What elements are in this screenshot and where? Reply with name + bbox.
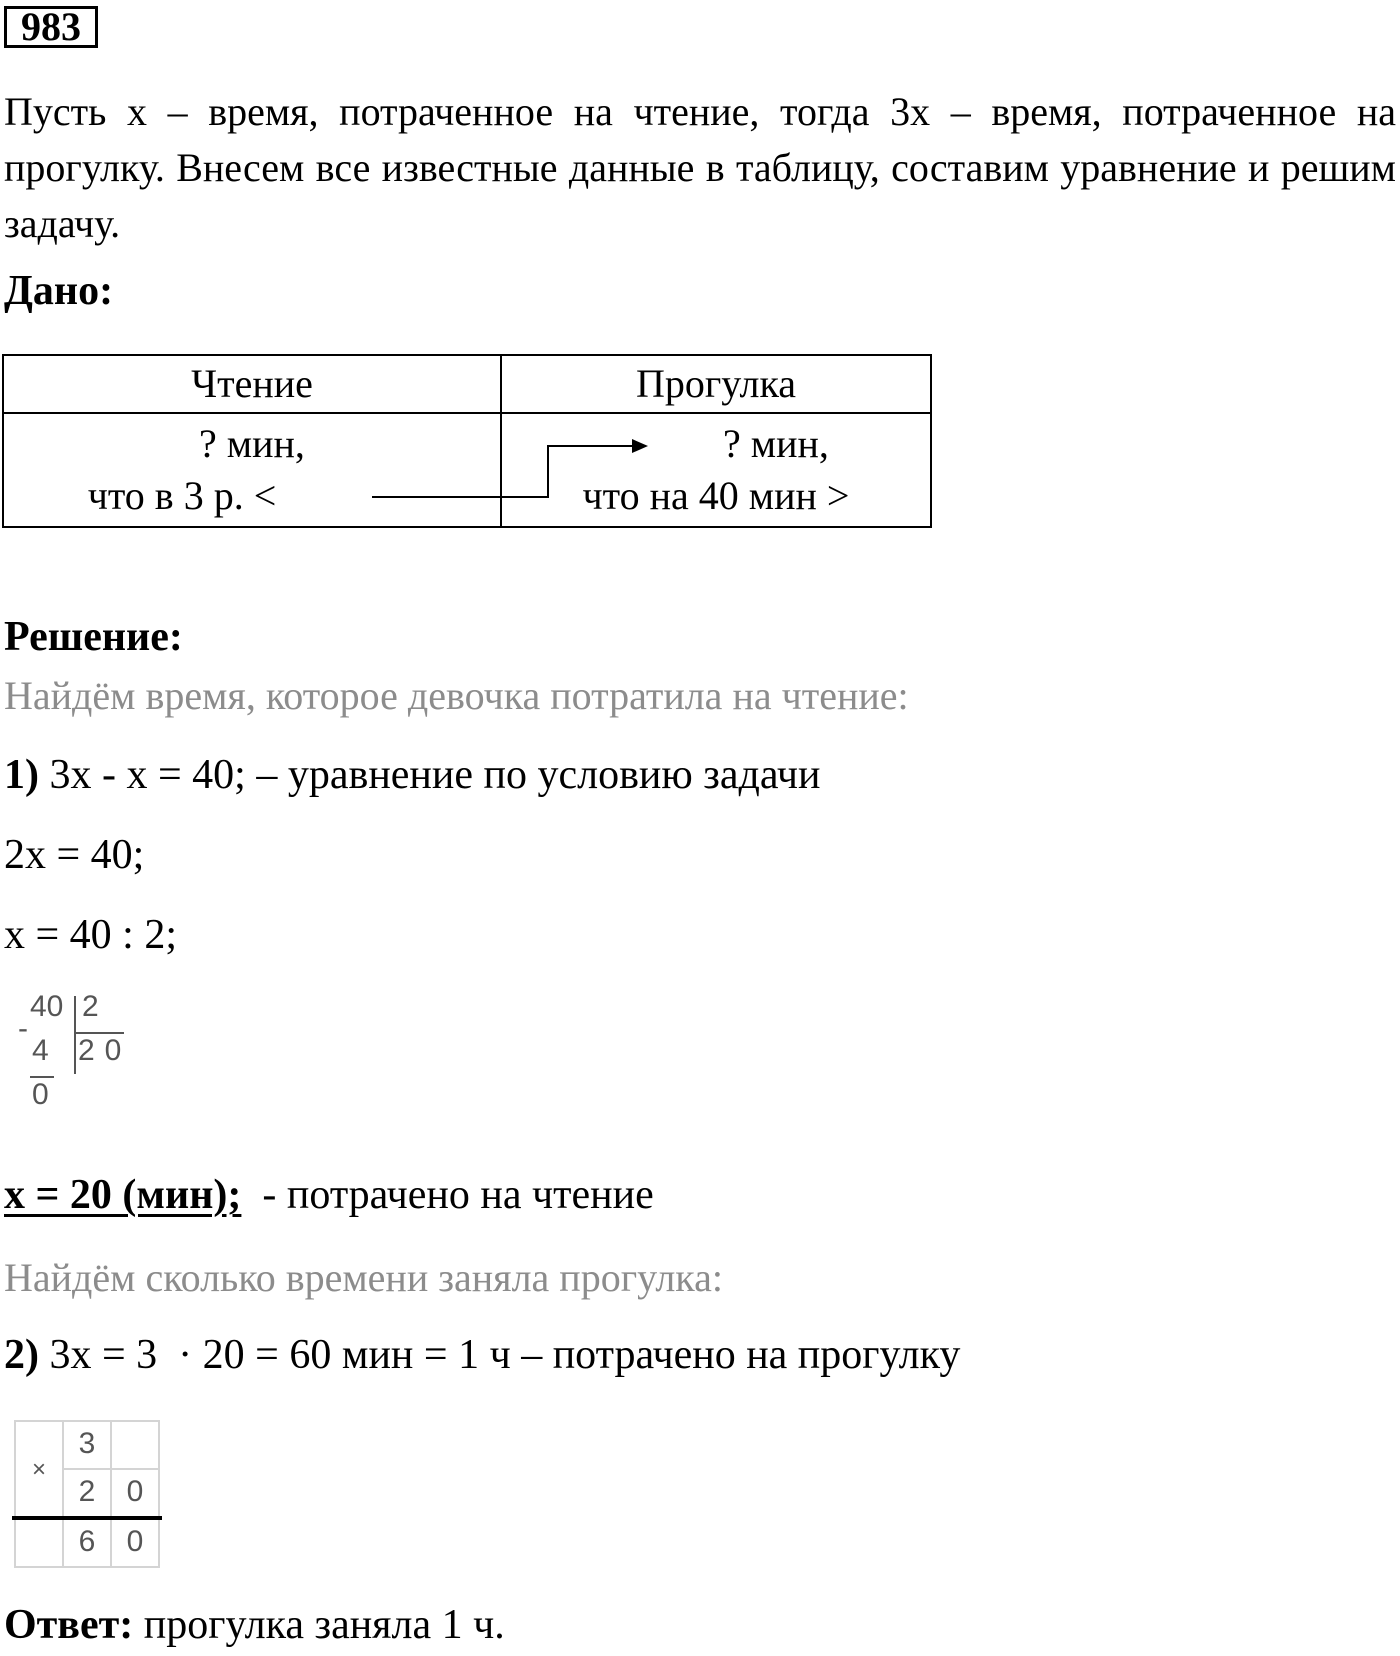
division-divisor: 2 [82, 990, 99, 1023]
step2 [4, 1330, 960, 1380]
header-reading: Чтение [3, 355, 501, 413]
result-line [4, 1170, 654, 1220]
grid-mid-1: 2 [62, 1468, 112, 1518]
answer-line [4, 1600, 505, 1650]
long-division [0, 990, 140, 1120]
step1-equation: 3x - x = 40; – уравнение по условию задачи [39, 752, 821, 798]
equation-line-3: x = 40 : 2; [4, 912, 178, 958]
walk-line2: что на 40 мин > [582, 473, 850, 518]
multiplication-result-line [12, 1516, 162, 1520]
division-subtract-line [30, 1076, 54, 1078]
header-walk: Прогулка [501, 355, 931, 413]
task-number: 983 [4, 6, 98, 48]
hint-walk: Найдём сколько времени заняла прогулка: [4, 1255, 724, 1300]
comparison-arrow [0, 0, 1400, 560]
step1-number: 1) [4, 752, 39, 798]
given-label: Дано: [4, 268, 114, 314]
multiply-sign: × [14, 1420, 64, 1518]
step1 [4, 750, 820, 800]
grid-bottom-1: 6 [62, 1518, 112, 1568]
division-subtract: 4 [32, 1034, 49, 1067]
step2-number: 2) [4, 1332, 39, 1378]
grid-top-1: 3 [62, 1420, 112, 1470]
reading-line1: ? мин, [199, 421, 305, 466]
division-remainder: 0 [32, 1078, 49, 1111]
hint-reading: Найдём время, которое девочка потратила на чтение: [4, 673, 909, 718]
result-equation: x = 20 (мин); [4, 1172, 242, 1218]
walk-line1: ? мин, [723, 421, 829, 466]
grid-bottom-2: 0 [110, 1518, 160, 1568]
reading-line2: что в 3 р. < [87, 473, 277, 518]
division-minus: - [18, 1012, 28, 1045]
division-quotient-line [74, 1032, 124, 1034]
grid-bottom-0 [14, 1518, 64, 1568]
grid-top-2 [110, 1420, 160, 1470]
solution-label: Решение: [4, 614, 183, 660]
result-text: - потрачено на чтение [251, 1172, 654, 1218]
equation-line-2: 2x = 40; [4, 832, 145, 878]
multiplication-grid [14, 1420, 164, 1568]
grid-mid-2: 0 [110, 1468, 160, 1518]
division-quotient: 20 [78, 1034, 132, 1067]
step2-equation: 3x = 3 · 20 = 60 мин = 1 ч – потрачено на прогулку [39, 1332, 961, 1378]
division-dividend: 40 [30, 990, 64, 1023]
answer-text: прогулка заняла 1 ч. [133, 1602, 505, 1648]
intro-paragraph: Пусть x – время, потраченное на чтение, тогда 3x – время, потраченное на прогулку. Внесем все известные данные в таблицу, составим уравнение и решим задачу. [4, 89, 1396, 246]
division-vertical-line [74, 996, 76, 1074]
answer-label: Ответ: [4, 1602, 134, 1648]
